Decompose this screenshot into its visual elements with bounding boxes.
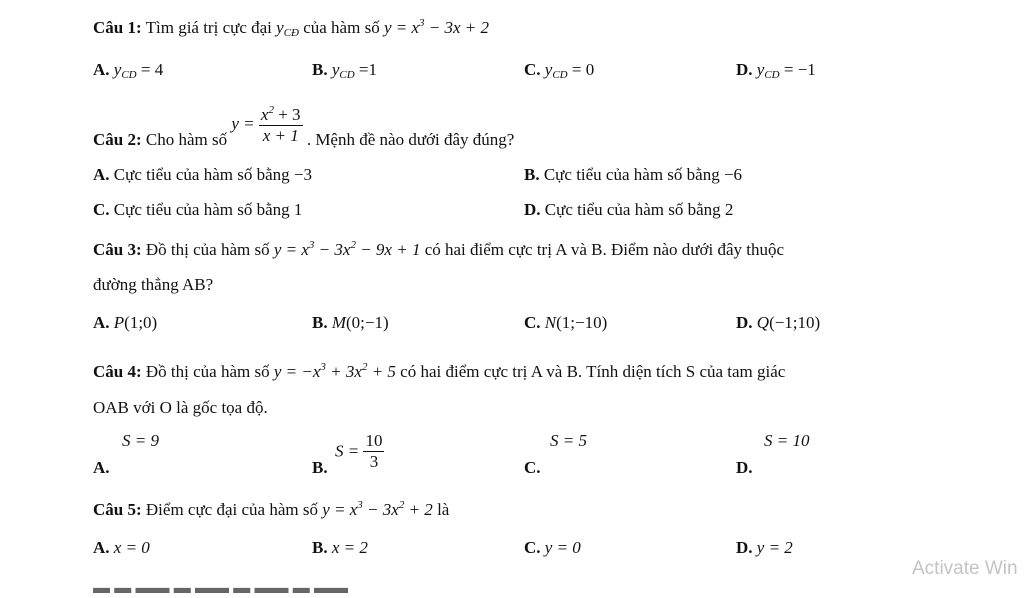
question-4-label: Câu 4: [93, 362, 142, 381]
question-1-option-a[interactable]: A. $y_{CD} = 4$ [93, 60, 164, 81]
question-4-stem: Câu 4: Đồ thị của hàm số $y = -x^3 + 3x^2 + 5$ có hai điểm cực trị A và B. Tính diện tích S của tam giác [93, 361, 786, 381]
question-2-function: y = $\frac{x^2 + 3}{x + 1}$ [231, 103, 301, 145]
activation-watermark: Activate Win [912, 558, 1018, 579]
question-4-option-a-value: S = 9 [122, 431, 159, 450]
question-5-stem: Câu 5: Điểm cực đại của hàm số $y = x^3 - 3x^2 + 2$ là [93, 499, 450, 519]
question-1-stem: Câu 1: Tìm giá trị cực đại $y_{CĐ}$ của hàm số $y = x^3 - 3x + 2$ [93, 17, 490, 39]
question-4-function: $y = -x^3 + 3x^2 + 5$ [273, 361, 396, 381]
question-1-label: Câu 1: [93, 18, 142, 37]
question-4-option-c-value: S = 5 [550, 431, 587, 450]
question-4-option-b-value: S = $\frac{10}{3}$ [335, 431, 383, 471]
cut-off-line: ▬ ▬ ▬▬ ▬ ▬▬ ▬ ▬▬ ▬ ▬▬ [93, 578, 348, 597]
question-2-label: Câu 2: [93, 130, 142, 149]
question-1-option-b[interactable]: B. $y_{CD} =1$ [312, 60, 378, 81]
question-5-option-c[interactable]: C. y = 0 [524, 538, 581, 557]
question-3-label: Câu 3: [93, 240, 142, 259]
question-4-option-b-letter[interactable]: B. [312, 458, 328, 477]
question-3-stem: Câu 3: Đồ thị của hàm số $y = x^3 - 3x^2 - 9x + 1$ có hai điểm cực trị A và B. Điểm nào dưới đây thuộc [93, 239, 785, 259]
question-4-option-a-letter[interactable]: A. [93, 458, 110, 477]
question-3-option-b[interactable]: B. M(0;−1) [312, 313, 389, 332]
question-5-option-b[interactable]: B. x = 2 [312, 538, 368, 557]
question-2-stem: Câu 2: Cho hàm số y = $\frac{x^2 + 3}{x + 1}$ . Mệnh đề nào dưới đây đúng? [93, 103, 515, 149]
question-4-option-c-letter[interactable]: C. [524, 458, 541, 477]
question-4-option-d-letter[interactable]: D. [736, 458, 753, 477]
question-1-function: $y = x^3 - 3x + 2$ [383, 17, 490, 37]
question-1-option-c[interactable]: C. $y_{CD} = 0$ [524, 60, 595, 81]
question-5-option-d[interactable]: D. y = 2 [736, 538, 793, 557]
question-1-option-d[interactable]: D. $y_{CD} = -1$ [736, 60, 816, 81]
question-3-option-a[interactable]: A. P(1;0) [93, 313, 158, 332]
question-4-stem-line2: OAB với O là gốc tọa độ. [93, 398, 268, 417]
question-3-stem-line2: đường thẳng AB? [93, 275, 214, 294]
question-3-option-c[interactable]: C. N(1;−10) [524, 313, 608, 332]
question-5-label: Câu 5: [93, 500, 142, 519]
question-2-option-b[interactable]: B. Cực tiểu của hàm số bằng −6 [524, 165, 743, 184]
question-5-option-a[interactable]: A. x = 0 [93, 538, 150, 557]
question-3-option-d[interactable]: D. Q(−1;10) [736, 313, 821, 332]
question-2-option-a[interactable]: A. Cực tiểu của hàm số bằng −3 [93, 165, 312, 184]
question-2-option-c[interactable]: C. Cực tiểu của hàm số bằng 1 [93, 200, 303, 219]
question-4-option-d-value: S = 10 [764, 431, 810, 450]
question-2-option-d[interactable]: D. Cực tiểu của hàm số bằng 2 [524, 200, 734, 219]
question-3-function: $y = x^3 - 3x^2 - 9x + 1$ [273, 239, 421, 259]
question-5-function: $y = x^3 - 3x^2 + 2$ [322, 499, 433, 519]
